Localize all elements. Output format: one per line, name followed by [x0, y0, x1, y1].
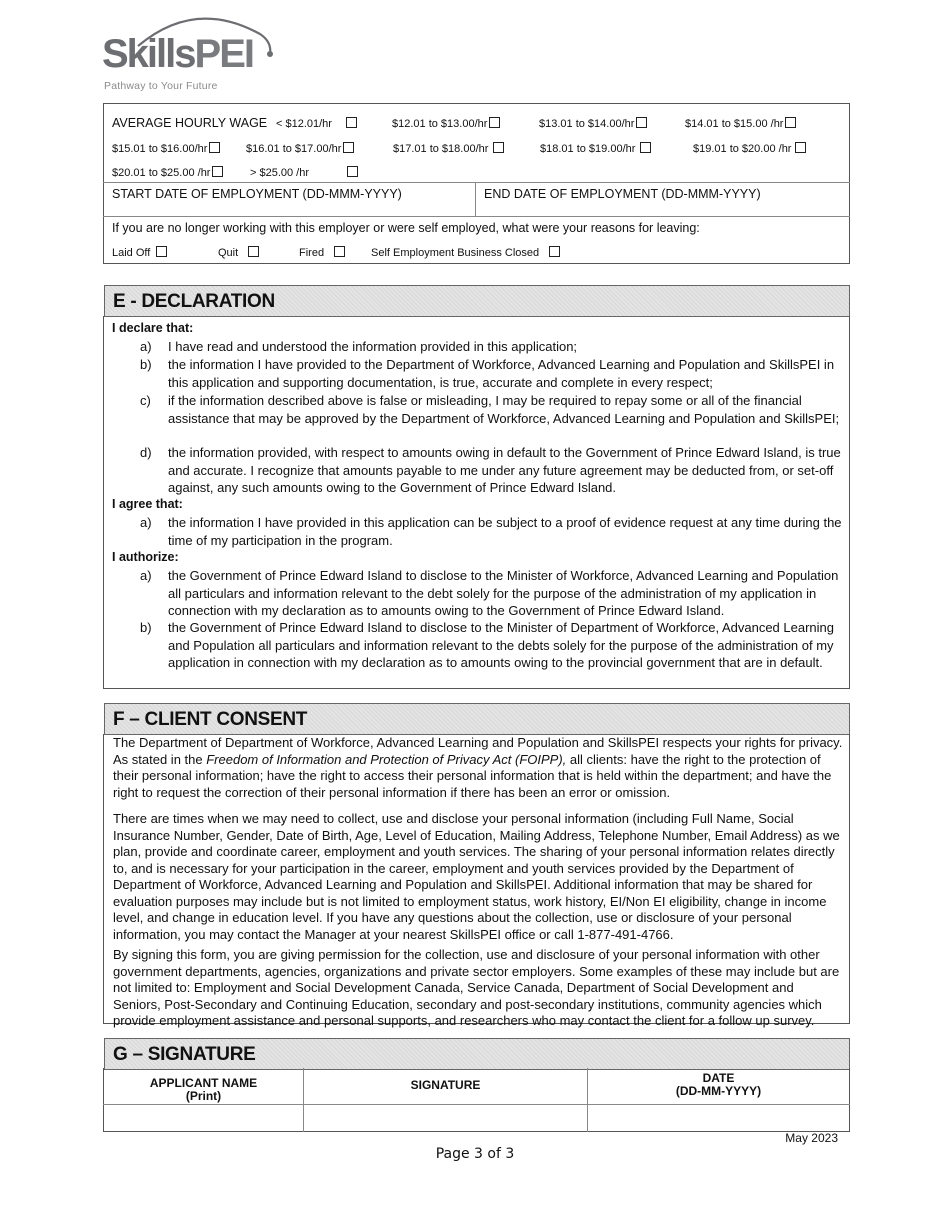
checkbox[interactable]: [636, 117, 647, 128]
signature-header: SIGNATURE: [410, 1078, 481, 1092]
wage-option[interactable]: > $25.00 /hr: [250, 166, 358, 179]
declare-item-a: a) I have read and understood the information provided in this application;: [140, 339, 578, 354]
authorize-item-b: b) the Government of Prince Edward Island to disclose to the Minister of Department of Workforce, Advanced Learning and Population all particulars and information relevant to the debts solely for the purpose of the administration of my application in connection with my declaration as to amounts owing to the provincial government that are in default.: [140, 620, 834, 670]
divider: [475, 182, 476, 217]
checkbox[interactable]: [343, 142, 354, 153]
consent-paragraph-3: By signing this form, you are giving permission for the collection, use and disclosure of your personal information with other government departments, agencies, organizations and private sector employers. Some examples of these may include but are not limited to: Employment and Social Development Canada, Service Canada, Department of Social Development and Seniors, Post-Secondary and Continuing Education, secondary and post-secondary institutions, community agencies which provide employment assistance and personal supports, and researchers who may contact the client for a follow up survey.: [113, 947, 840, 1028]
applicant-name-field[interactable]: [104, 1105, 303, 1131]
checkbox[interactable]: [334, 246, 345, 257]
wage-option[interactable]: $17.01 to $18.00/hr: [393, 142, 504, 155]
declare-item-c: c) if the information described above is false or misleading, I may be required to repay some or all of the financial assistance that may be approved by the Department of Workforce, Advanced Learning and Population and SkillsPEI;: [140, 393, 840, 426]
checkbox[interactable]: [248, 246, 259, 257]
reason-business-closed[interactable]: Self Employment Business Closed: [371, 246, 560, 259]
checkbox[interactable]: [549, 246, 560, 257]
reason-laid-off[interactable]: Laid Off: [112, 246, 167, 259]
wage-option[interactable]: $16.01 to $17.00/hr: [246, 142, 354, 155]
wage-option[interactable]: $19.01 to $20.00 /hr: [693, 142, 806, 155]
wage-option[interactable]: $18.01 to $19.00/hr: [540, 142, 651, 155]
wage-option[interactable]: $13.01 to $14.00/hr: [539, 117, 647, 130]
declaration-section-title: E - DECLARATION: [104, 285, 850, 317]
divider: [103, 216, 850, 217]
checkbox[interactable]: [640, 142, 651, 153]
checkbox[interactable]: [212, 166, 223, 177]
declare-heading: I declare that:: [112, 321, 194, 335]
signature-section-title: G – SIGNATURE: [104, 1038, 850, 1070]
average-hourly-wage-label: AVERAGE HOURLY WAGE: [112, 116, 268, 130]
logo-tagline: Pathway to Your Future: [104, 80, 218, 92]
page-number: Page 3 of 3: [435, 1146, 515, 1162]
consent-section-title: F – CLIENT CONSENT: [104, 703, 850, 735]
skillspei-logo: [100, 10, 285, 92]
declare-item-b: b) the information I have provided to the Department of Workforce, Advanced Learning and Population and SkillsPEI in this application and supporting documentation, is true, accurate and complete in every respect;: [140, 357, 835, 390]
date-header: DATE (DD-MM-YYYY): [675, 1071, 762, 1098]
reasons-question: If you are no longer working with this employer or were self employed, what were your reasons for leaving:: [112, 221, 700, 235]
logo-wordmark: SkillsPEI: [102, 32, 253, 76]
end-date-label: END DATE OF EMPLOYMENT (DD-MMM-YYYY): [484, 187, 761, 201]
checkbox[interactable]: [493, 142, 504, 153]
revision-date: May 2023: [785, 1131, 838, 1145]
checkbox[interactable]: [785, 117, 796, 128]
date-field[interactable]: [588, 1105, 849, 1131]
consent-paragraph-2: There are times when we may need to collect, use and disclose your personal information (including Full Name, Social Insurance Number, Gender, Date of Birth, Age, Level of Education, Mailing Address, Telephone Number, Email Address) as we plan, provide and coordinate career, employment and youth services. The sharing of your personal information relates directly to, and is necessary for your participation in the career, employment and youth services provided by the Department of Department of Workforce, Advanced Learning and Population and SkillsPEI. Additional information that may be shared for evaluation purposes may include but is not limited to employment status, work history, EI/Non EI eligibility, change in income level, and change in education level. If you have any questions about the collection, use or disclosure of your personal information, you may contact the Manager at your nearest SkillsPEI office or call 1-877-491-4766.: [113, 811, 840, 942]
declare-item-d: d) the information provided, with respect to amounts owing in default to the Government of Prince Edward Island, is true and accurate. I recognize that amounts payable to me under any future agreement may be deducted from, or set-off against, any such amounts owing to the Government of Prince Edward Island.: [140, 445, 841, 495]
wage-option[interactable]: $12.01 to $13.00/hr: [392, 117, 500, 130]
start-date-label: START DATE OF EMPLOYMENT (DD-MMM-YYYY): [112, 187, 402, 201]
authorize-heading: I authorize:: [112, 550, 179, 564]
checkbox[interactable]: [347, 166, 358, 177]
consent-paragraph-1: The Department of Department of Workforce, Advanced Learning and Population and SkillsPEI respects your rights for privacy. As stated in the Freedom of Information and Protection of Privacy Act (FOIPP), all clients: have the right to the protection of their personal information; have the right to access their personal information that is held within the department; and have the right to request the correction of their personal information if there has been an error or omission.: [113, 735, 843, 800]
wage-option[interactable]: $20.01 to $25.00 /hr: [112, 166, 223, 179]
wage-option[interactable]: $14.01 to $15.00 /hr: [685, 117, 796, 130]
checkbox[interactable]: [209, 142, 220, 153]
reason-fired[interactable]: Fired: [299, 246, 345, 259]
wage-option[interactable]: < $12.01/hr: [276, 117, 357, 130]
checkbox[interactable]: [489, 117, 500, 128]
reason-quit[interactable]: Quit: [218, 246, 259, 259]
agree-heading: I agree that:: [112, 497, 183, 511]
wage-option[interactable]: $15.01 to $16.00/hr: [112, 142, 220, 155]
divider: [103, 182, 850, 183]
checkbox[interactable]: [346, 117, 357, 128]
checkbox[interactable]: [795, 142, 806, 153]
authorize-item-a: a) the Government of Prince Edward Island to disclose to the Minister of Workforce, Advanced Learning and Population all particulars and information relevant to the debt solely for the purpose of the administration of my application in connection with my declaration as to amounts owing to the Government of Prince Edward Island.: [140, 568, 839, 618]
agree-item-a: a) the information I have provided in this application can be subject to a proof of evidence request at any time during the time of my participation in the program.: [140, 515, 842, 548]
checkbox[interactable]: [156, 246, 167, 257]
applicant-name-header: APPLICANT NAME (Print): [149, 1076, 258, 1103]
signature-field[interactable]: [304, 1105, 587, 1131]
